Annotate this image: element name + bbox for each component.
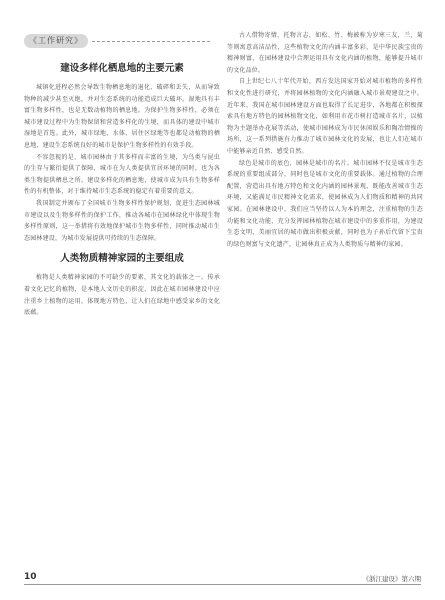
paragraph: 自上世纪七八十年代开始，西方发达国家开始对城市植物的多样性和文化性进行研究，并将园林植物的文化内涵融入城市景观建设之中。近年来，我国在城市园林建设方面也取得了长足进步，各地都在积极探索具有地方特色的园林植物文化，如利用市花市树打造城市名片，以植物为主题举办花展等活动，使城市园林成为市民休闲娱乐和陶冶情操的场所，这一系列措施有力推动了城市园林文化的发展，也让人们在城市中能够亲近自然、感受自然。: [227, 78, 423, 155]
paragraph: 城镇化进程必然会导致生物栖息地的退化、破碎和丢失，从而导致物种的减少甚至灭绝，并对生态系统的功能造成巨大破坏。湿地具有丰富生物多样性，也是无数动植物的栖息地。为保护生物多样性，必须在城市建设过程中为生物保留和营造多样化的生境，而具体的建设中城市湿地是首选。此外，城市绿地、水体、居住区绿地等也都是动植物的栖息地，建设生态系统良好的城市是保护生物多样性的有效手段。: [24, 84, 220, 149]
section-label: 《工作研究》: [24, 34, 88, 48]
paragraph: 绿色是城市的底色，园林是城市的名片。城市园林不仅是城市生态系统的重要组成部分，同时也是城市文化的重要载体。通过植物的合理配置，营造出具有地方特色和文化内涵的园林景观，既能改善城市生态环境，又能满足市民精神文化需求，使园林成为人们物质和精神的共同家园。在园林建设中，我们应当坚持以人为本的理念，注重植物的生态功能和文化功能，充分发挥园林植物在城市建设中的多重作用，为建设生态文明、美丽宜居的城市做出积极贡献，同时也为子孙后代留下宝贵的绿色财富与文化遗产，让园林真正成为人类物质与精神的家园。: [227, 159, 423, 248]
right-column: [227, 30, 423, 250]
header-divider: [92, 41, 210, 42]
paragraph: 植物是人类精神家园的不可缺少的要素，其文化的载体之一。传承着文化记忆的植物，是本地人文历史的积淀，因此在城市园林建设中应注重乡土植物的运用，体现地方特色，让人们在绿地中感受家乡的文化底蕴。: [24, 274, 220, 317]
paragraph: 不容忽视的是，城市园林由于其多样而丰富的生境，为鸟类与昆虫的生存与繁衍提供了保障，城市在为人类提供宜居环境的同时，也为各类生物提供栖息之所。建设多样化的栖息地，使城市成为具有生物多样性的有机整体，对于维持城市生态系统的稳定有着重要的意义。: [24, 153, 220, 196]
footer-divider: [24, 584, 421, 585]
paragraph: 古人借物寄情，托物言志，如松、竹、梅被称为岁寒三友，兰、菊等则寓意高洁品性，这些植物文化的内涵丰富多彩，是中华民族宝贵的精神财富，在园林建设中合理运用具有文化内涵的植物，能够提升城市的文化品位。: [227, 32, 423, 74]
journal-name: 《浙江建设》第六期: [362, 575, 421, 583]
page-number: 10: [24, 572, 37, 582]
section-heading-habitat: 建设多样化栖息地的主要元素: [60, 63, 184, 74]
left-column: [24, 62, 220, 319]
section-heading-spiritual-home: 人类物质精神家园的主要组成: [60, 253, 184, 265]
paragraph: 我国制定并颁布了全国城市生物多样性保护规划，促进生态园林城市建设以及生物多样性的保护工作，推动各城市在园林绿化中体现生物多样性原则，这一举措将有效地保护城市生物多样性，同时推动城市生态园林建设，为城市发展提供可持续的生态保障。: [24, 199, 220, 242]
